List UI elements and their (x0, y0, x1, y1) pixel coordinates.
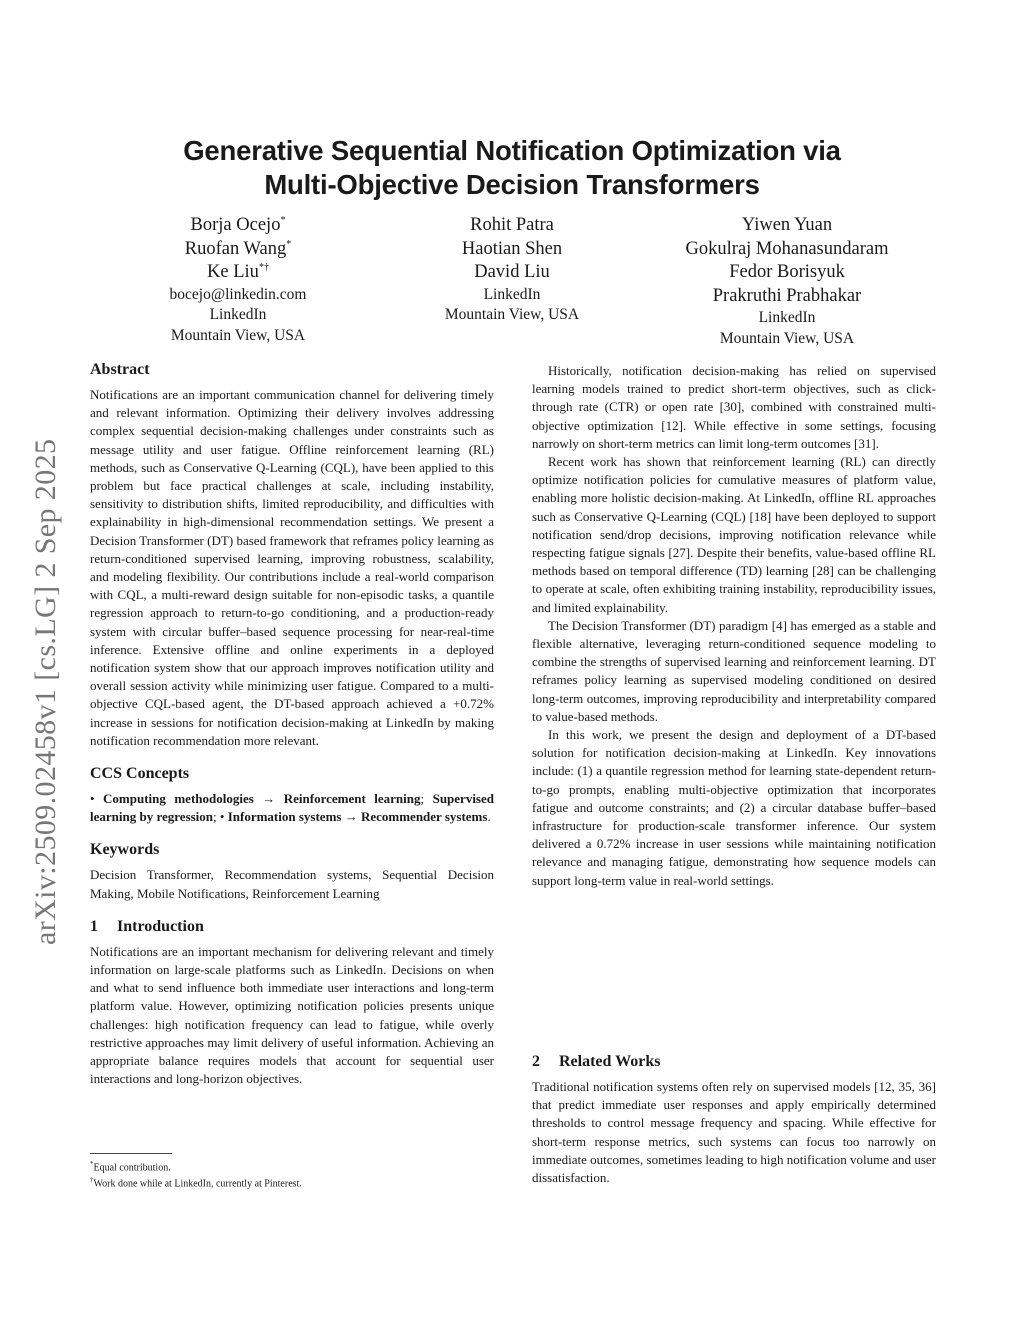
title-line-2: Multi-Objective Decision Transformers (264, 169, 760, 200)
author-org: LinkedIn (483, 285, 541, 303)
author-name: David Liu (474, 262, 550, 282)
intro-paragraph-5: In this work, we present the design and deployment of a DT-based solution for notification decision-making at LinkedIn. Key innovations include: (1) a quantile regression method for learning state-dependent return-to-go prompts, enabling multi-objective optimization that incorporates fatigue and outcome constraints; and (2) a circular database buffer–based infrastructure for production-scale transformer inference. Our system delivered a 0.72% increase in user sessions while maintaining notification relevance and managing fatigue, demonstrating how sequence models can support long-term value in real-world settings. (532, 727, 936, 888)
footnote-rule (90, 1153, 172, 1154)
author-name: Prakruthi Prabhakar (712, 285, 862, 306)
author-org: LinkedIn (209, 306, 267, 323)
author-name: Gokulraj Mohanasundaram (685, 238, 889, 259)
author-org: LinkedIn (758, 309, 816, 326)
abstract-heading: Abstract (90, 361, 150, 378)
author-name: Ke Liu*† (207, 261, 269, 282)
footnotes (90, 1158, 494, 1191)
footnote-1: *Equal contribution. (90, 1160, 171, 1174)
author-group-2 (412, 214, 612, 326)
intro-paragraph-4: The Decision Transformer (DT) paradigm [4] has emerged as a stable and flexible alternative, leveraging return-conditioned sequence modeling to combine the strengths of supervised learning and reinforcement learning. DT reframes policy learning as supervised modeling conditioned on desired long-term outcomes, improving reproducibility and interpretability compared to value-based methods. (532, 617, 936, 724)
right-column (532, 362, 936, 890)
author-location: Mountain View, USA (444, 306, 580, 323)
left-column (90, 360, 494, 1089)
author-name: Borja Ocejo* (190, 214, 286, 235)
keywords-text: Decision Transformer, Recommendation systems, Sequential Decision Making, Mobile Notifications, Reinforcement Learning (90, 867, 494, 901)
author-name: Yiwen Yuan (741, 215, 833, 235)
abstract-text: Notifications are an important communication channel for delivering timely and relevant information. Optimizing their delivery involves addressing complex sequential decision-making challenges under constraints such as message utility and user fatigue. Offline reinforcement learning (RL) methods, such as Conservative Q-Learning (CQL), have been applied to this problem but face practical challenges at scale, including instability, sensitivity to distribution shifts, limited reproducibility, and difficulties with explainability in high-dimensional recommendation settings. We present a Decision Transformer (DT) based framework that reframes policy learning as return-conditioned supervised learning, improving robustness, scalability, and modeling flexibility. Our contributions include a real-world comparison with CQL, a multi-reward design suitable for non-episodic tasks, a quantile regression approach to return-to-go conditioning, and a production-ready system with circular buffer–based sequence processing for near-real-time inference. Extensive offline and online experiments in a deployed notification system show that our approach improves notification utility and overall session activity while minimizing user fatigue. Compared to a multi-objective CQL-based agent, the DT-based approach achieved a +0.72% increase in sessions for notification decision-making at LinkedIn by making notification recommendation more relevant. (90, 387, 494, 748)
intro-paragraph-3: Recent work has shown that reinforcement learning (RL) can directly optimize notification policies for cumulative measures of platform value, enabling more holistic decision-making. At LinkedIn, offline RL approaches such as Conservative Q-Learning (CQL) [18] have been deployed to support notification send/drop decisions, improving notification relevance while respecting fatigue signals [27]. Despite their benefits, value-based offline RL methods based on temporal difference (TD) learning [28] can be challenging to operate at scale, often exhibiting training instability, reproducibility issues, and limited explainability. (532, 454, 936, 615)
intro-paragraph-1: Notifications are an important mechanism for delivering relevant and timely information on large-scale platforms such as LinkedIn. Decisions on when and what to send influence both immediate user interactions and long-term platform value. However, optimizing notification policies presents unique challenges: high notification frequency can lead to fatigue, while overly restrictive approaches may limit delivery of useful information. Achieving an appropriate balance requires models that account for sequential user interactions and long-horizon objectives. (90, 943, 494, 1087)
author-name: Fedor Borisyuk (729, 262, 845, 282)
arxiv-stamp: arXiv:2509.02458v1 [cs.LG] 2 Sep 2025 (29, 438, 62, 945)
ccs-concepts: • Computing methodologies → Reinforcement learning; Supervised learning by regression; • Information systems → Recommender systems. (90, 791, 494, 825)
ccs-heading: CCS Concepts (90, 765, 190, 783)
intro-heading: 1 Introduction (90, 917, 204, 935)
paper-title (100, 134, 924, 202)
author-group-1 (138, 214, 338, 346)
related-heading: 2 Related Works (532, 1053, 661, 1070)
author-group-3 (667, 214, 907, 349)
author-location: Mountain View, USA (170, 326, 306, 344)
title-line-1: Generative Sequential Notification Optimization via (183, 135, 841, 166)
footnote-2: †Work done while at LinkedIn, currently at Pinterest. (90, 1176, 302, 1190)
author-name: Rohit Patra (470, 215, 554, 235)
related-paragraph-1: Traditional notification systems often rely on supervised models [12, 35, 36] that predict immediate user responses and apply empirically determined thresholds to control message frequency and spacing. While effective for short-term response metrics, such systems can focus too narrowly on immediate outcomes, sometimes leading to high notification volume and user dissatisfaction. (532, 1079, 936, 1186)
related-works-section (532, 1052, 936, 1187)
author-email: bocejo@linkedin.com (169, 285, 307, 303)
author-name: Haotian Shen (461, 238, 563, 259)
intro-paragraph-2: Historically, notification decision-making has relied on supervised learning models trained to predict short-term objectives, such as click-through rate (CTR) or open rate [30], combined with constrained multi-objective optimization [12]. While effective in some settings, focusing narrowly on short-term metrics can limit long-term outcomes [31]. (532, 363, 936, 451)
author-location: Mountain View, USA (719, 329, 855, 347)
keywords-heading: Keywords (90, 841, 160, 859)
author-name: Ruofan Wang* (184, 238, 292, 259)
